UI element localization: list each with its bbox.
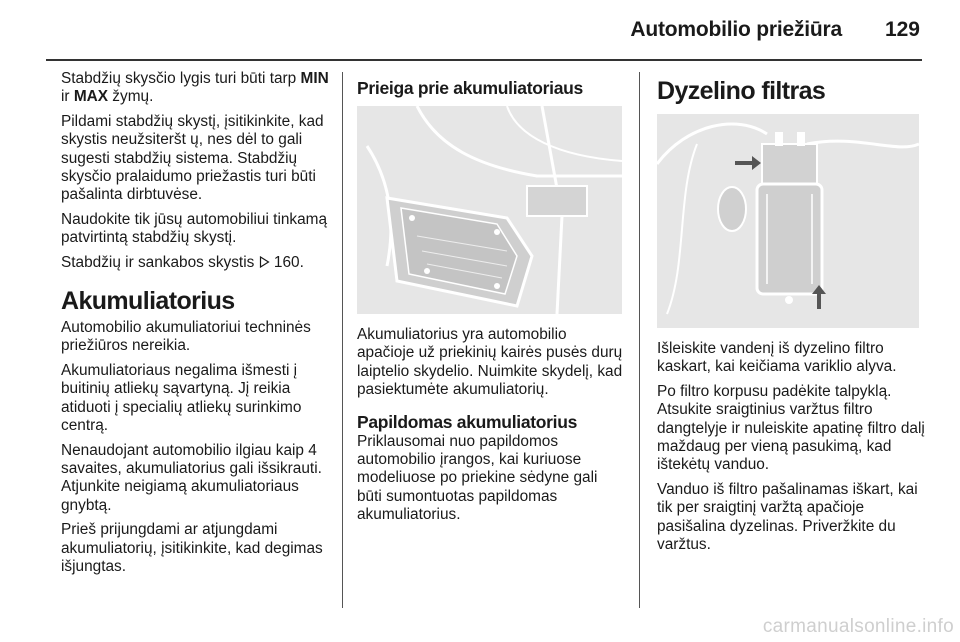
- battery-ignition-text: Prieš prijungdami ar atjungdami akumuliatorių, įsitikinkite, kad degimas išjungtas.: [61, 521, 323, 575]
- page-reference-link[interactable]: 160.: [273, 253, 304, 271]
- brake-fluid-warning: Pildami stabdžių skystį, įsitikinkite, kad skystis neužsiteršt ų, nes dėl to gali sugesti stabdžių sistema. Stabdžių skysčio pralaidumo priežastis turi būti pašalinta dirbtuvėse.: [61, 112, 324, 204]
- header-rule: [46, 59, 922, 61]
- page-number: 129: [884, 18, 920, 41]
- column-divider-2: [639, 72, 640, 608]
- brake-fluid-level-text: [61, 70, 333, 107]
- auxiliary-battery-text: Priklausomai nuo papildomos automobilio įrangos, kai kuriuose modeliuose po priekine sėdyne gali būti sumontuotas papildomas akumuliatorius.: [357, 432, 598, 524]
- reference-triangle-icon: [259, 256, 270, 268]
- battery-disposal-text: Akumuliatoriaus negalima išmesti į buitinių atliekų sąvartyną. Jį reikia atiduoti į specialių atliekų surinkimo centrą.: [61, 361, 302, 435]
- text-run: Stabdžių ir sankabos skystis: [61, 253, 259, 271]
- column-2: [357, 70, 625, 531]
- column-divider-1: [342, 72, 343, 608]
- heading-papildomas: Papildomas akumuliatorius: [357, 411, 578, 432]
- diesel-filter-drain-text: Išleiskite vandenį iš dyzelino filtro kaskart, kai keičiama variklio alyva.: [657, 340, 897, 376]
- max-mark: MAX: [73, 88, 109, 106]
- diesel-filter-procedure-text: Po filtro korpusu padėkite talpyklą. Atsukite sraigtinius varžtus filtro dangtelyje ir nuleiskite apatinę filtro dalį maždaug per vieną pasukimą, kad ištekėtų vanduo.: [657, 382, 925, 474]
- column-1: [61, 70, 333, 582]
- battery-maintenance-text: Automobilio akumuliatoriui techninės priežiūros nereikia.: [61, 319, 311, 355]
- brake-fluid-reference: [61, 254, 333, 272]
- text-run: Stabdžių skysčio lygis turi būti tarp: [61, 70, 301, 87]
- text-run: ir: [61, 88, 74, 106]
- section-title: Automobilio priežiūra: [630, 18, 842, 41]
- battery-discharge-text: Nenaudojant automobilio ilgiau kaip 4 savaites, akumuliatorius gali išsikrauti. Atjunkite neigiamą akumuliatoriaus gnybtą.: [61, 441, 322, 514]
- heading-prieiga: Prieiga prie akumuliatoriaus: [357, 78, 583, 98]
- diesel-filter-figure: [657, 114, 919, 328]
- watermark: carmanualsonline.info: [762, 616, 954, 637]
- diesel-filter-water-text: Vanduo iš filtro pašalinamas iškart, kai tik per sraigtinį varžtą apačioje pasišalina dyzelinas. Priveržkite du varžtus.: [657, 480, 918, 554]
- column-3: [657, 70, 927, 560]
- brake-fluid-approved: Naudokite tik jūsų automobiliui tinkamą patvirtintą stabdžių skystį.: [61, 210, 328, 247]
- page-header: [0, 0, 960, 60]
- heading-dyzelino-filtras: Dyzelino filtras: [657, 77, 826, 105]
- battery-location-text: Akumuliatorius yra automobilio apačioje už priekinių kairės pusės durų laiptelio skydelio. Nuimkite skydelį, kad pasiektumėte akumuliatorių.: [357, 326, 623, 399]
- text-run: žymų.: [108, 88, 154, 106]
- heading-akumuliatorius: Akumuliatorius: [61, 287, 235, 316]
- min-mark: MIN: [300, 70, 329, 87]
- door-step-panel-figure: [357, 106, 622, 314]
